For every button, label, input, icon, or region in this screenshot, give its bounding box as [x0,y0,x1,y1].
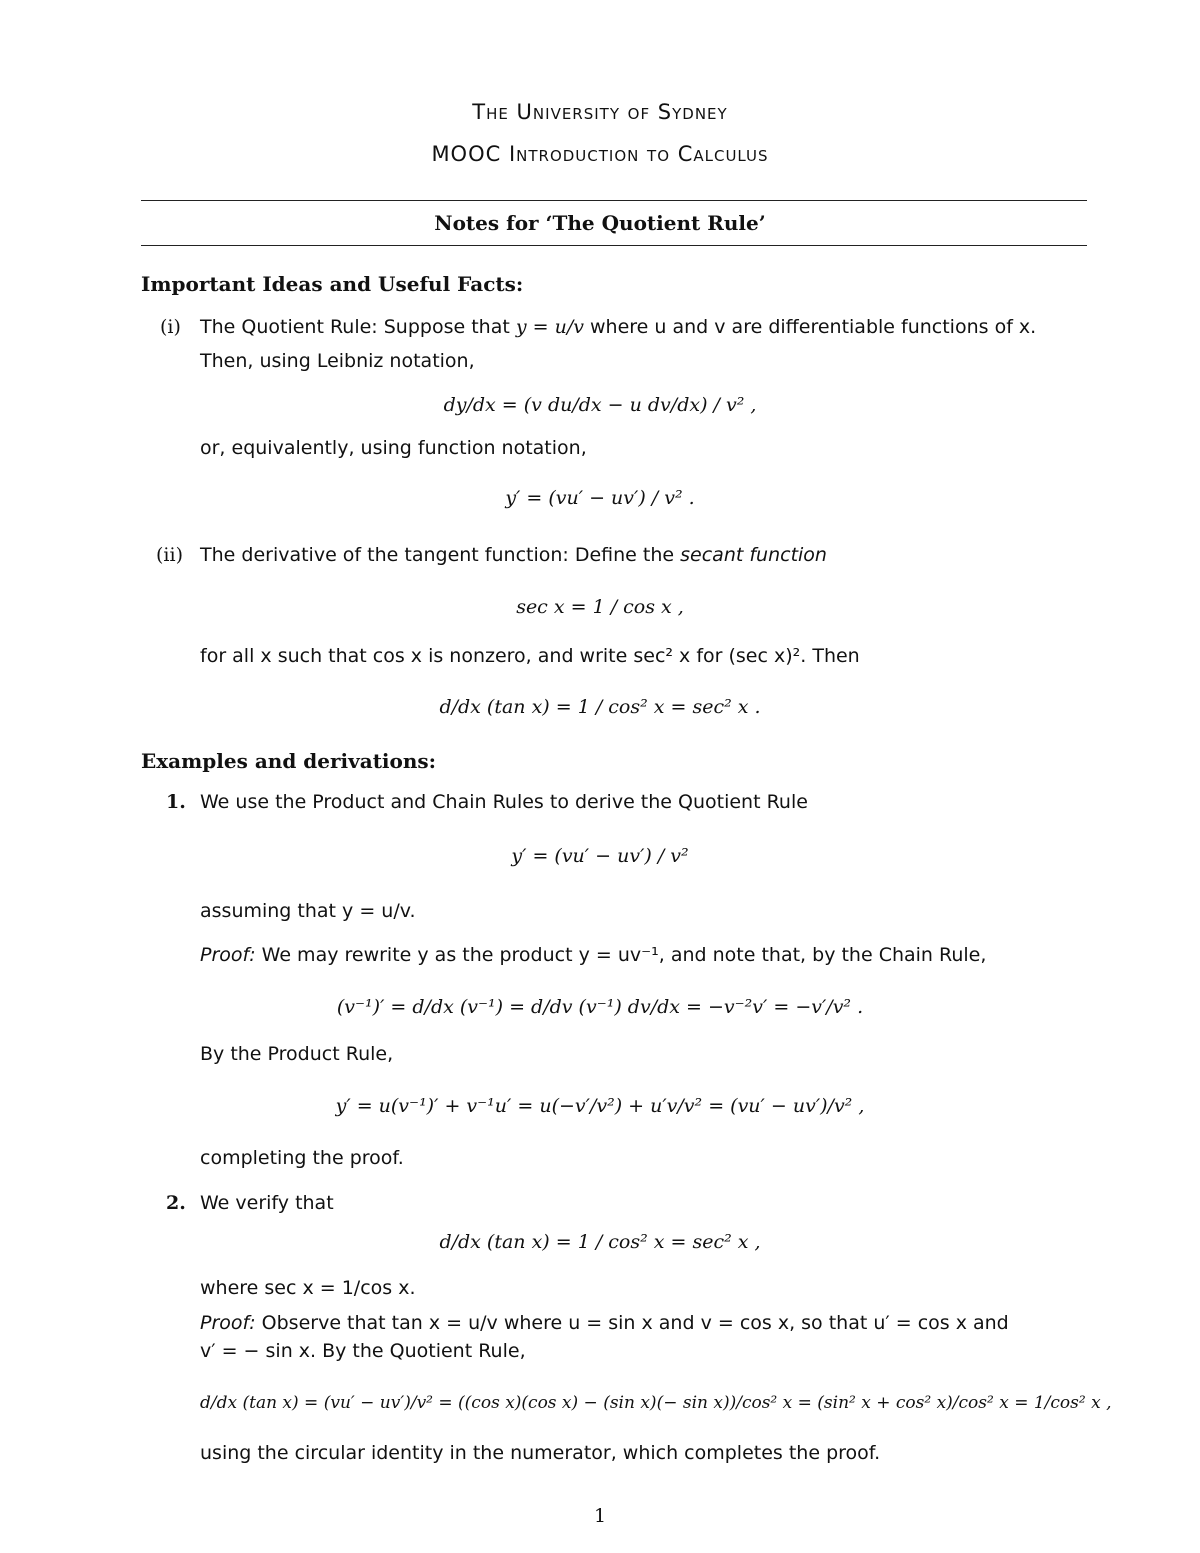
example-2-line1: We verify that [200,1192,334,1214]
course-title: MOOC Introduction to Calculus [431,142,769,166]
item-i-text: The Quotient Rule: Suppose that [200,316,510,338]
item-i-line2: Then, using Leibniz notation, [200,350,475,372]
example-2-proof-line2: v′ = − sin x. By the Quotient Rule, [200,1340,526,1362]
example-1-equation-2: (v⁻¹)′ = d/dx (v⁻¹) = d/dv (v⁻¹) dv/dx = −v⁻²v′ = −v′/v² . [336,996,864,1018]
example-2-equation-1: d/dx (tan x) = 1 / cos² x = sec² x , [439,1231,761,1253]
item-ii-line1 [200,544,827,566]
example-2-equation-2: d/dx (tan x) = (vu′ − uv′)/v² = ((cos x)(cos x) − (sin x)(− sin x))/cos² x = (sin² x + cos² x)/cos² x = 1/cos² x , [200,1393,1112,1413]
example-1-equation-3: y′ = u(v⁻¹)′ + v⁻¹u′ = u(−v′/v²) + u′v/v² = (vu′ − uv′)/v² , [335,1095,865,1117]
proof-label: Proof: [200,944,256,966]
item-i-rest: where u and v are differentiable functions of x. [590,316,1037,338]
item-ii-label: (ii) [156,544,183,566]
example-1-line1: We use the Product and Chain Rules to derive the Quotient Rule [200,791,808,813]
item-i-line3: or, equivalently, using function notation, [200,437,587,459]
example-1-proof [200,944,986,966]
function-notation-equation: y′ = (vu′ − uv′) / v² . [505,487,695,509]
university-title: The University of Sydney [472,100,728,124]
bottom-rule [141,245,1087,246]
proof-label-2: Proof: [200,1312,256,1334]
secant-definition-equation: sec x = 1 / cos x , [516,596,684,618]
page-number: 1 [593,1505,607,1527]
item-i-math: y = u/v [515,316,584,338]
example-1-line3: By the Product Rule, [200,1043,394,1065]
leibniz-equation: dy/dx = (v du/dx − u dv/dx) / v² , [443,394,757,416]
item-i-line1 [200,316,1090,338]
top-rule [141,200,1087,201]
proof-text: We may rewrite y as the product y = uv⁻¹, and note that, by the Chain Rule, [261,944,987,966]
ideas-heading: Important Ideas and Useful Facts: [141,272,524,296]
proof-text-2: Observe that tan x = u/v where u = sin x and v = cos x, so that u′ = cos x and [261,1312,1009,1334]
tangent-derivative-equation: d/dx (tan x) = 1 / cos² x = sec² x . [439,696,761,718]
example-2-proof [200,1312,1009,1334]
item-i-label: (i) [160,316,181,338]
item-ii-text: The derivative of the tangent function: Define the [200,544,675,566]
example-2-number: 2. [166,1192,186,1214]
examples-heading: Examples and derivations: [141,749,437,773]
example-1-line2: assuming that y = u/v. [200,900,416,922]
example-1-number: 1. [166,791,186,813]
example-1-equation-1: y′ = (vu′ − uv′) / v² [511,845,689,867]
example-1-line4: completing the proof. [200,1147,404,1169]
example-2-line2: where sec x = 1/cos x. [200,1277,416,1299]
example-2-line3: using the circular identity in the numerator, which completes the proof. [200,1442,881,1464]
secant-function-term: secant function [680,544,827,566]
notes-title: Notes for ‘The Quotient Rule’ [434,211,766,235]
item-ii-line2: for all x such that cos x is nonzero, and write sec² x for (sec x)². Then [200,645,860,667]
